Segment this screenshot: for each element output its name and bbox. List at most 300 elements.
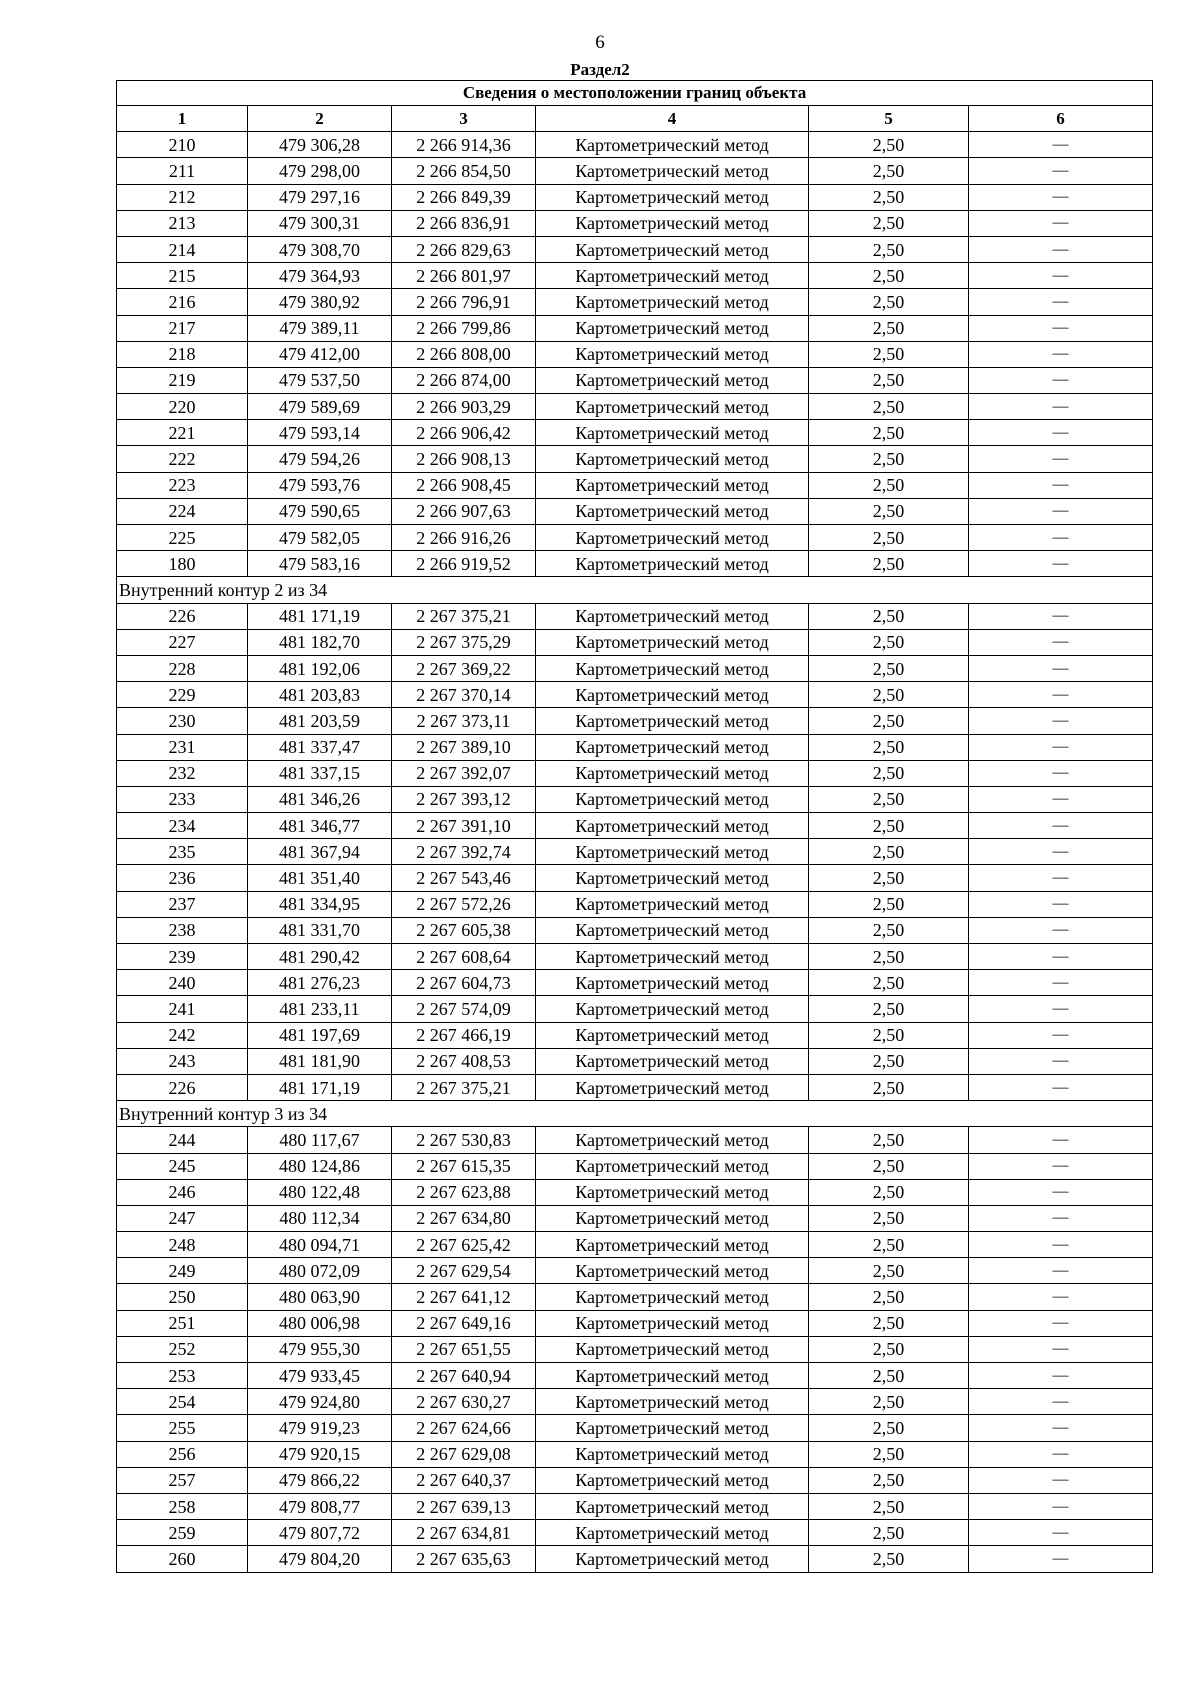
point-number-cell: 241 — [117, 996, 248, 1022]
description-cell: — — [969, 917, 1153, 943]
table-row — [117, 839, 1153, 865]
x-coordinate-cell: 481 351,40 — [248, 865, 392, 891]
y-coordinate-cell: 2 267 370,14 — [392, 682, 536, 708]
accuracy-cell: 2,50 — [809, 551, 969, 577]
table-row — [117, 158, 1153, 184]
table-row — [117, 629, 1153, 655]
x-coordinate-cell: 481 182,70 — [248, 629, 392, 655]
x-coordinate-cell: 481 337,47 — [248, 734, 392, 760]
column-header-1: 1 — [117, 106, 248, 132]
point-number-cell: 243 — [117, 1048, 248, 1074]
method-cell: Картометрический метод — [536, 786, 809, 812]
y-coordinate-cell: 2 267 629,54 — [392, 1258, 536, 1284]
point-number-cell: 244 — [117, 1127, 248, 1153]
description-cell: — — [969, 1153, 1153, 1179]
accuracy-cell: 2,50 — [809, 132, 969, 158]
x-coordinate-cell: 481 331,70 — [248, 917, 392, 943]
description-cell: — — [969, 1493, 1153, 1519]
description-cell: — — [969, 1415, 1153, 1441]
accuracy-cell: 2,50 — [809, 917, 969, 943]
x-coordinate-cell: 479 297,16 — [248, 184, 392, 210]
point-number-cell: 210 — [117, 132, 248, 158]
method-cell: Картометрический метод — [536, 970, 809, 996]
method-cell: Картометрический метод — [536, 472, 809, 498]
point-number-cell: 242 — [117, 1022, 248, 1048]
point-number-cell: 226 — [117, 1074, 248, 1100]
column-header-2: 2 — [248, 106, 392, 132]
table-row — [117, 1022, 1153, 1048]
accuracy-cell: 2,50 — [809, 944, 969, 970]
table-body — [117, 81, 1153, 1573]
point-number-cell: 239 — [117, 944, 248, 970]
accuracy-cell: 2,50 — [809, 1520, 969, 1546]
table-row — [117, 446, 1153, 472]
accuracy-cell: 2,50 — [809, 210, 969, 236]
method-cell: Картометрический метод — [536, 1048, 809, 1074]
y-coordinate-cell: 2 266 916,26 — [392, 525, 536, 551]
table-row — [117, 289, 1153, 315]
method-cell: Картометрический метод — [536, 210, 809, 236]
point-number-cell: 215 — [117, 263, 248, 289]
point-number-cell: 214 — [117, 236, 248, 262]
x-coordinate-cell: 481 367,94 — [248, 839, 392, 865]
y-coordinate-cell: 2 267 634,80 — [392, 1205, 536, 1231]
description-cell: — — [969, 525, 1153, 551]
description-cell: — — [969, 1441, 1153, 1467]
accuracy-cell: 2,50 — [809, 1310, 969, 1336]
table-caption-row — [117, 81, 1153, 106]
table-row — [117, 367, 1153, 393]
x-coordinate-cell: 479 300,31 — [248, 210, 392, 236]
x-coordinate-cell: 479 804,20 — [248, 1546, 392, 1572]
description-cell: — — [969, 970, 1153, 996]
table-row — [117, 1127, 1153, 1153]
column-header-3: 3 — [392, 106, 536, 132]
table-row — [117, 1205, 1153, 1231]
point-number-cell: 237 — [117, 891, 248, 917]
point-number-cell: 211 — [117, 158, 248, 184]
accuracy-cell: 2,50 — [809, 970, 969, 996]
x-coordinate-cell: 481 181,90 — [248, 1048, 392, 1074]
y-coordinate-cell: 2 266 908,45 — [392, 472, 536, 498]
contour-header-row — [117, 577, 1153, 603]
x-coordinate-cell: 479 589,69 — [248, 394, 392, 420]
point-number-cell: 251 — [117, 1310, 248, 1336]
x-coordinate-cell: 479 920,15 — [248, 1441, 392, 1467]
method-cell: Картометрический метод — [536, 1441, 809, 1467]
x-coordinate-cell: 479 808,77 — [248, 1493, 392, 1519]
description-cell: — — [969, 420, 1153, 446]
point-number-cell: 223 — [117, 472, 248, 498]
method-cell: Картометрический метод — [536, 839, 809, 865]
accuracy-cell: 2,50 — [809, 813, 969, 839]
y-coordinate-cell: 2 266 801,97 — [392, 263, 536, 289]
x-coordinate-cell: 479 594,26 — [248, 446, 392, 472]
description-cell: — — [969, 1258, 1153, 1284]
accuracy-cell: 2,50 — [809, 891, 969, 917]
y-coordinate-cell: 2 267 373,11 — [392, 708, 536, 734]
table-row — [117, 420, 1153, 446]
x-coordinate-cell: 479 933,45 — [248, 1363, 392, 1389]
method-cell: Картометрический метод — [536, 760, 809, 786]
description-cell: — — [969, 839, 1153, 865]
table-row — [117, 315, 1153, 341]
point-number-cell: 258 — [117, 1493, 248, 1519]
description-cell: — — [969, 236, 1153, 262]
table-row — [117, 1389, 1153, 1415]
table-row — [117, 970, 1153, 996]
y-coordinate-cell: 2 266 854,50 — [392, 158, 536, 184]
accuracy-cell: 2,50 — [809, 1467, 969, 1493]
y-coordinate-cell: 2 266 903,29 — [392, 394, 536, 420]
method-cell: Картометрический метод — [536, 917, 809, 943]
y-coordinate-cell: 2 266 908,13 — [392, 446, 536, 472]
accuracy-cell: 2,50 — [809, 865, 969, 891]
point-number-cell: 224 — [117, 498, 248, 524]
x-coordinate-cell: 479 582,05 — [248, 525, 392, 551]
accuracy-cell: 2,50 — [809, 839, 969, 865]
y-coordinate-cell: 2 266 874,00 — [392, 367, 536, 393]
method-cell: Картометрический метод — [536, 1179, 809, 1205]
description-cell: — — [969, 1310, 1153, 1336]
description-cell: — — [969, 1546, 1153, 1572]
method-cell: Картометрический метод — [536, 184, 809, 210]
y-coordinate-cell: 2 267 375,21 — [392, 603, 536, 629]
table-caption: Сведения о местоположении границ объекта — [117, 81, 1153, 106]
contour-label: Внутренний контур 3 из 34 — [117, 1101, 1153, 1127]
accuracy-cell: 2,50 — [809, 734, 969, 760]
x-coordinate-cell: 479 306,28 — [248, 132, 392, 158]
point-number-cell: 235 — [117, 839, 248, 865]
description-cell: — — [969, 210, 1153, 236]
table-row — [117, 1493, 1153, 1519]
table-row — [117, 1074, 1153, 1100]
accuracy-cell: 2,50 — [809, 1389, 969, 1415]
y-coordinate-cell: 2 267 635,63 — [392, 1546, 536, 1572]
accuracy-cell: 2,50 — [809, 1205, 969, 1231]
method-cell: Картометрический метод — [536, 813, 809, 839]
contour-label: Внутренний контур 2 из 34 — [117, 577, 1153, 603]
description-cell: — — [969, 813, 1153, 839]
x-coordinate-cell: 479 583,16 — [248, 551, 392, 577]
y-coordinate-cell: 2 266 836,91 — [392, 210, 536, 236]
table-row — [117, 1336, 1153, 1362]
description-cell: — — [969, 394, 1153, 420]
method-cell: Картометрический метод — [536, 1310, 809, 1336]
description-cell: — — [969, 760, 1153, 786]
method-cell: Картометрический метод — [536, 944, 809, 970]
y-coordinate-cell: 2 267 640,94 — [392, 1363, 536, 1389]
x-coordinate-cell: 481 203,83 — [248, 682, 392, 708]
point-number-cell: 226 — [117, 603, 248, 629]
description-cell: — — [969, 315, 1153, 341]
method-cell: Картометрический метод — [536, 551, 809, 577]
point-number-cell: 257 — [117, 1467, 248, 1493]
point-number-cell: 231 — [117, 734, 248, 760]
description-cell: — — [969, 708, 1153, 734]
accuracy-cell: 2,50 — [809, 315, 969, 341]
method-cell: Картометрический метод — [536, 1022, 809, 1048]
x-coordinate-cell: 481 334,95 — [248, 891, 392, 917]
description-cell: — — [969, 734, 1153, 760]
point-number-cell: 212 — [117, 184, 248, 210]
accuracy-cell: 2,50 — [809, 289, 969, 315]
method-cell: Картометрический метод — [536, 996, 809, 1022]
method-cell: Картометрический метод — [536, 1467, 809, 1493]
table-row — [117, 1415, 1153, 1441]
description-cell: — — [969, 1127, 1153, 1153]
accuracy-cell: 2,50 — [809, 1074, 969, 1100]
method-cell: Картометрический метод — [536, 1415, 809, 1441]
description-cell: — — [969, 1363, 1153, 1389]
table-row — [117, 1467, 1153, 1493]
description-cell: — — [969, 1336, 1153, 1362]
accuracy-cell: 2,50 — [809, 760, 969, 786]
table-row — [117, 394, 1153, 420]
x-coordinate-cell: 479 380,92 — [248, 289, 392, 315]
point-number-cell: 249 — [117, 1258, 248, 1284]
accuracy-cell: 2,50 — [809, 446, 969, 472]
x-coordinate-cell: 479 537,50 — [248, 367, 392, 393]
table-row — [117, 891, 1153, 917]
accuracy-cell: 2,50 — [809, 525, 969, 551]
x-coordinate-cell: 479 924,80 — [248, 1389, 392, 1415]
x-coordinate-cell: 481 192,06 — [248, 655, 392, 681]
table-row — [117, 655, 1153, 681]
y-coordinate-cell: 2 266 906,42 — [392, 420, 536, 446]
table-row — [117, 236, 1153, 262]
y-coordinate-cell: 2 267 649,16 — [392, 1310, 536, 1336]
table-row — [117, 210, 1153, 236]
x-coordinate-cell: 479 866,22 — [248, 1467, 392, 1493]
y-coordinate-cell: 2 267 641,12 — [392, 1284, 536, 1310]
x-coordinate-cell: 479 412,00 — [248, 341, 392, 367]
method-cell: Картометрический метод — [536, 289, 809, 315]
y-coordinate-cell: 2 267 369,22 — [392, 655, 536, 681]
x-coordinate-cell: 480 124,86 — [248, 1153, 392, 1179]
y-coordinate-cell: 2 266 849,39 — [392, 184, 536, 210]
y-coordinate-cell: 2 267 615,35 — [392, 1153, 536, 1179]
method-cell: Картометрический метод — [536, 1205, 809, 1231]
description-cell: — — [969, 446, 1153, 472]
point-number-cell: 228 — [117, 655, 248, 681]
table-row — [117, 472, 1153, 498]
point-number-cell: 216 — [117, 289, 248, 315]
table-row — [117, 708, 1153, 734]
y-coordinate-cell: 2 267 392,74 — [392, 839, 536, 865]
accuracy-cell: 2,50 — [809, 1022, 969, 1048]
table-row — [117, 944, 1153, 970]
accuracy-cell: 2,50 — [809, 996, 969, 1022]
method-cell: Картометрический метод — [536, 1493, 809, 1519]
table-row — [117, 1153, 1153, 1179]
table-row — [117, 1310, 1153, 1336]
table-row — [117, 341, 1153, 367]
accuracy-cell: 2,50 — [809, 367, 969, 393]
x-coordinate-cell: 481 171,19 — [248, 1074, 392, 1100]
point-number-cell: 247 — [117, 1205, 248, 1231]
accuracy-cell: 2,50 — [809, 341, 969, 367]
accuracy-cell: 2,50 — [809, 655, 969, 681]
method-cell: Картометрический метод — [536, 525, 809, 551]
x-coordinate-cell: 481 337,15 — [248, 760, 392, 786]
x-coordinate-cell: 480 072,09 — [248, 1258, 392, 1284]
y-coordinate-cell: 2 267 630,27 — [392, 1389, 536, 1415]
y-coordinate-cell: 2 266 796,91 — [392, 289, 536, 315]
table-row — [117, 682, 1153, 708]
y-coordinate-cell: 2 267 624,66 — [392, 1415, 536, 1441]
description-cell: — — [969, 184, 1153, 210]
method-cell: Картометрический метод — [536, 367, 809, 393]
point-number-cell: 218 — [117, 341, 248, 367]
y-coordinate-cell: 2 266 799,86 — [392, 315, 536, 341]
table-row — [117, 1363, 1153, 1389]
x-coordinate-cell: 479 364,93 — [248, 263, 392, 289]
accuracy-cell: 2,50 — [809, 603, 969, 629]
x-coordinate-cell: 479 807,72 — [248, 1520, 392, 1546]
y-coordinate-cell: 2 267 389,10 — [392, 734, 536, 760]
point-number-cell: 255 — [117, 1415, 248, 1441]
point-number-cell: 236 — [117, 865, 248, 891]
description-cell: — — [969, 472, 1153, 498]
method-cell: Картометрический метод — [536, 446, 809, 472]
method-cell: Картометрический метод — [536, 315, 809, 341]
y-coordinate-cell: 2 267 574,09 — [392, 996, 536, 1022]
method-cell: Картометрический метод — [536, 1336, 809, 1362]
x-coordinate-cell: 480 094,71 — [248, 1232, 392, 1258]
section-title: Раздел2 — [570, 60, 630, 79]
y-coordinate-cell: 2 267 393,12 — [392, 786, 536, 812]
method-cell: Картометрический метод — [536, 603, 809, 629]
method-cell: Картометрический метод — [536, 1284, 809, 1310]
point-number-cell: 232 — [117, 760, 248, 786]
table-row — [117, 525, 1153, 551]
accuracy-cell: 2,50 — [809, 158, 969, 184]
description-cell: — — [969, 786, 1153, 812]
y-coordinate-cell: 2 267 623,88 — [392, 1179, 536, 1205]
point-number-cell: 252 — [117, 1336, 248, 1362]
description-cell: — — [969, 498, 1153, 524]
point-number-cell: 221 — [117, 420, 248, 446]
accuracy-cell: 2,50 — [809, 1441, 969, 1467]
table-row — [117, 1546, 1153, 1572]
column-header-6: 6 — [969, 106, 1153, 132]
description-cell: — — [969, 1389, 1153, 1415]
point-number-cell: 246 — [117, 1179, 248, 1205]
point-number-cell: 250 — [117, 1284, 248, 1310]
description-cell: — — [969, 891, 1153, 917]
point-number-cell: 248 — [117, 1232, 248, 1258]
description-cell: — — [969, 1467, 1153, 1493]
boundary-coordinates-table — [116, 80, 1153, 1573]
method-cell: Картометрический метод — [536, 341, 809, 367]
y-coordinate-cell: 2 267 466,19 — [392, 1022, 536, 1048]
accuracy-cell: 2,50 — [809, 1415, 969, 1441]
method-cell: Картометрический метод — [536, 420, 809, 446]
method-cell: Картометрический метод — [536, 1127, 809, 1153]
description-cell: — — [969, 341, 1153, 367]
description-cell: — — [969, 682, 1153, 708]
description-cell: — — [969, 1205, 1153, 1231]
y-coordinate-cell: 2 267 629,08 — [392, 1441, 536, 1467]
point-number-cell: 219 — [117, 367, 248, 393]
accuracy-cell: 2,50 — [809, 1179, 969, 1205]
x-coordinate-cell: 479 593,76 — [248, 472, 392, 498]
description-cell: — — [969, 263, 1153, 289]
x-coordinate-cell: 479 919,23 — [248, 1415, 392, 1441]
table-row — [117, 603, 1153, 629]
description-cell: — — [969, 629, 1153, 655]
method-cell: Картометрический метод — [536, 1153, 809, 1179]
method-cell: Картометрический метод — [536, 236, 809, 262]
x-coordinate-cell: 479 593,14 — [248, 420, 392, 446]
method-cell: Картометрический метод — [536, 132, 809, 158]
y-coordinate-cell: 2 266 907,63 — [392, 498, 536, 524]
point-number-cell: 259 — [117, 1520, 248, 1546]
description-cell: — — [969, 289, 1153, 315]
y-coordinate-cell: 2 267 639,13 — [392, 1493, 536, 1519]
point-number-cell: 225 — [117, 525, 248, 551]
point-number-cell: 260 — [117, 1546, 248, 1572]
x-coordinate-cell: 479 955,30 — [248, 1336, 392, 1362]
accuracy-cell: 2,50 — [809, 498, 969, 524]
method-cell: Картометрический метод — [536, 629, 809, 655]
y-coordinate-cell: 2 267 408,53 — [392, 1048, 536, 1074]
y-coordinate-cell: 2 266 829,63 — [392, 236, 536, 262]
table-row — [117, 760, 1153, 786]
y-coordinate-cell: 2 267 608,64 — [392, 944, 536, 970]
table-row — [117, 551, 1153, 577]
method-cell: Картометрический метод — [536, 263, 809, 289]
description-cell: — — [969, 865, 1153, 891]
method-cell: Картометрический метод — [536, 708, 809, 734]
point-number-cell: 180 — [117, 551, 248, 577]
accuracy-cell: 2,50 — [809, 1363, 969, 1389]
x-coordinate-cell: 481 276,23 — [248, 970, 392, 996]
y-coordinate-cell: 2 267 604,73 — [392, 970, 536, 996]
point-number-cell: 234 — [117, 813, 248, 839]
x-coordinate-cell: 481 171,19 — [248, 603, 392, 629]
table-row — [117, 1284, 1153, 1310]
table-row — [117, 184, 1153, 210]
accuracy-cell: 2,50 — [809, 629, 969, 655]
column-header-4: 4 — [536, 106, 809, 132]
method-cell: Картометрический метод — [536, 682, 809, 708]
y-coordinate-cell: 2 267 625,42 — [392, 1232, 536, 1258]
table-row — [117, 734, 1153, 760]
table-row — [117, 1048, 1153, 1074]
page-number: 6 — [595, 32, 605, 53]
accuracy-cell: 2,50 — [809, 1258, 969, 1284]
y-coordinate-cell: 2 267 605,38 — [392, 917, 536, 943]
description-cell: — — [969, 367, 1153, 393]
method-cell: Картометрический метод — [536, 1258, 809, 1284]
point-number-cell: 254 — [117, 1389, 248, 1415]
accuracy-cell: 2,50 — [809, 1546, 969, 1572]
accuracy-cell: 2,50 — [809, 184, 969, 210]
accuracy-cell: 2,50 — [809, 420, 969, 446]
x-coordinate-cell: 480 006,98 — [248, 1310, 392, 1336]
description-cell: — — [969, 603, 1153, 629]
accuracy-cell: 2,50 — [809, 1048, 969, 1074]
accuracy-cell: 2,50 — [809, 708, 969, 734]
point-number-cell: 245 — [117, 1153, 248, 1179]
method-cell: Картометрический метод — [536, 891, 809, 917]
y-coordinate-cell: 2 267 543,46 — [392, 865, 536, 891]
x-coordinate-cell: 480 122,48 — [248, 1179, 392, 1205]
description-cell: — — [969, 1232, 1153, 1258]
table-row — [117, 1258, 1153, 1284]
